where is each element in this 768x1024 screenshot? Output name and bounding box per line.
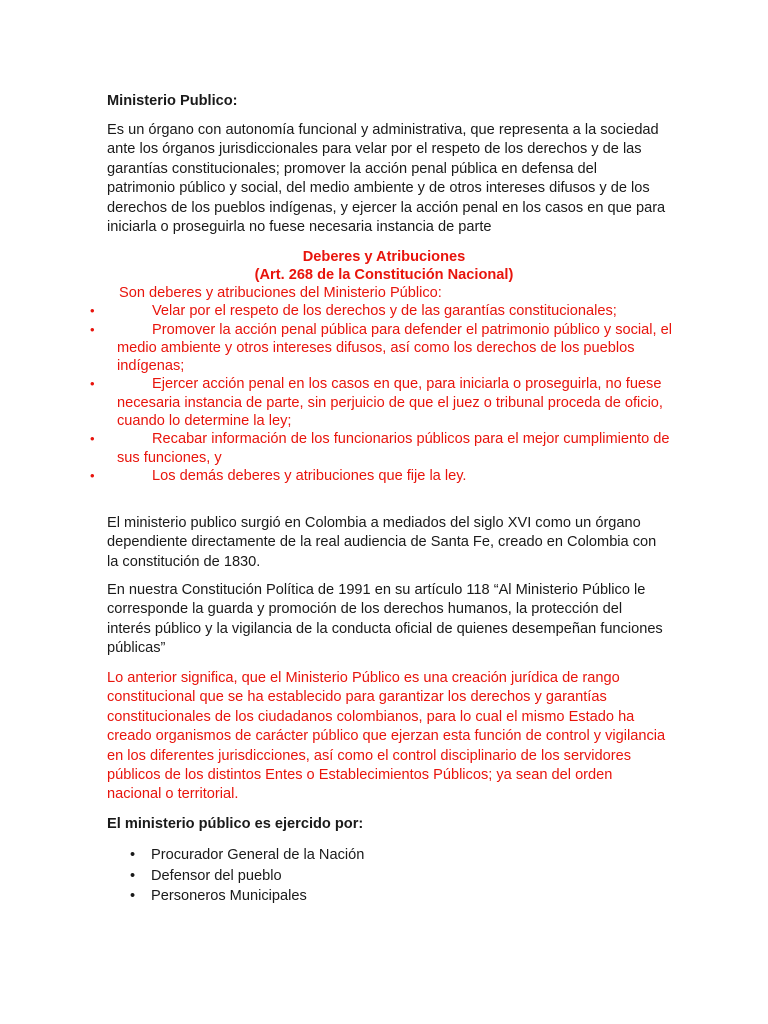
bullet-icon: • bbox=[90, 321, 95, 337]
bullet-icon: • bbox=[130, 847, 136, 863]
list-item-text: Personeros Municipales bbox=[151, 888, 307, 904]
bullet-icon: • bbox=[90, 303, 95, 319]
bullet-icon: • bbox=[130, 867, 136, 884]
list-item-text: Defensor del pueblo bbox=[151, 867, 282, 884]
significance-paragraph: Lo anterior significa, que el Ministerio Público es una creación jurídica de rango constitucional que se ha establecido para garantizar los derechos y garantías constitucionales de los ciudadanos colombianos, para lo cual el mismo Estado ha creado organismos de carácter público que ejerzan esta función de control y vigilancia en los diferentes jurisdicciones, así como el control disciplinario de los servidores públicos de los distintos Entes o Establecimientos Públicos; ya sean del orden nacional o territorial. bbox=[107, 670, 666, 803]
definition-paragraph: Es un órgano con autonomía funcional y administrativa, que representa a la sociedad ante los órganos jurisdiccionales para velar por el respeto de los derechos y de las garantías constitucionales; promover la acción penal pública en defensa del patrimonio público y social, del medio ambiente y de otros intereses difusos y de los derechos de los pueblos indígenas, y ejercer la acción penal en los casos en que para iniciarla o proseguirla no fuese necesaria instancia de parte bbox=[107, 122, 666, 236]
constitution-article-paragraph: En nuestra Constitución Política de 1991 en su artículo 118 “Al Ministerio Público le corresponde la guarda y promoción de los derechos humanos, la protección del interés público y la vigilancia de la conducta oficial de quienes desempeñan funciones públicas” bbox=[107, 582, 663, 657]
duty-item bbox=[88, 302, 673, 320]
duty-item bbox=[88, 321, 673, 376]
exercised-by-title: El ministerio público es ejercido por: bbox=[107, 816, 364, 832]
exercised-by-list bbox=[107, 845, 364, 907]
duty-item bbox=[88, 375, 673, 430]
list-item bbox=[107, 866, 364, 887]
section-title-ministerio-publico: Ministerio Publico: bbox=[107, 93, 238, 109]
duties-intro: Son deberes y atribuciones del Ministerio Público: bbox=[119, 285, 442, 301]
duties-list bbox=[88, 284, 673, 485]
duty-item bbox=[88, 467, 673, 485]
bullet-icon: • bbox=[90, 376, 95, 392]
list-item bbox=[107, 845, 364, 866]
bullet-icon: • bbox=[90, 467, 95, 483]
duty-text: Promover la acción penal pública para defender el patrimonio público y social, el medio ambiente y otros intereses difusos, así como los derechos de los pueblos indígenas; bbox=[117, 321, 672, 375]
bullet-icon: • bbox=[90, 431, 95, 447]
duty-item bbox=[88, 430, 673, 467]
bullet-icon: • bbox=[130, 888, 136, 904]
duty-text: Ejercer acción penal en los casos en que, para iniciarla o proseguirla, no fuese necesaria instancia de parte, sin perjuicio de que el juez o tribunal proceda de oficio, cuando lo determine la ley; bbox=[117, 376, 663, 430]
duties-title: Deberes y Atribuciones bbox=[302, 249, 466, 265]
list-item bbox=[107, 886, 364, 907]
duty-text: Recabar información de los funcionarios públicos para el mejor cumplimiento de sus funciones, y bbox=[117, 431, 670, 466]
duties-subtitle: (Art. 268 de la Constitución Nacional) bbox=[254, 267, 514, 283]
duty-text: Velar por el respeto de los derechos y de las garantías constitucionales; bbox=[152, 303, 617, 320]
colombia-history-paragraph: El ministerio publico surgió en Colombia a mediados del siglo XVI como un órgano dependiente directamente de la real audiencia de Santa Fe, creado en Colombia con la constitución de 1830. bbox=[107, 515, 657, 570]
list-item-text: Procurador General de la Nación bbox=[151, 847, 365, 863]
duty-text: Los demás deberes y atribuciones que fije la ley. bbox=[152, 467, 467, 484]
